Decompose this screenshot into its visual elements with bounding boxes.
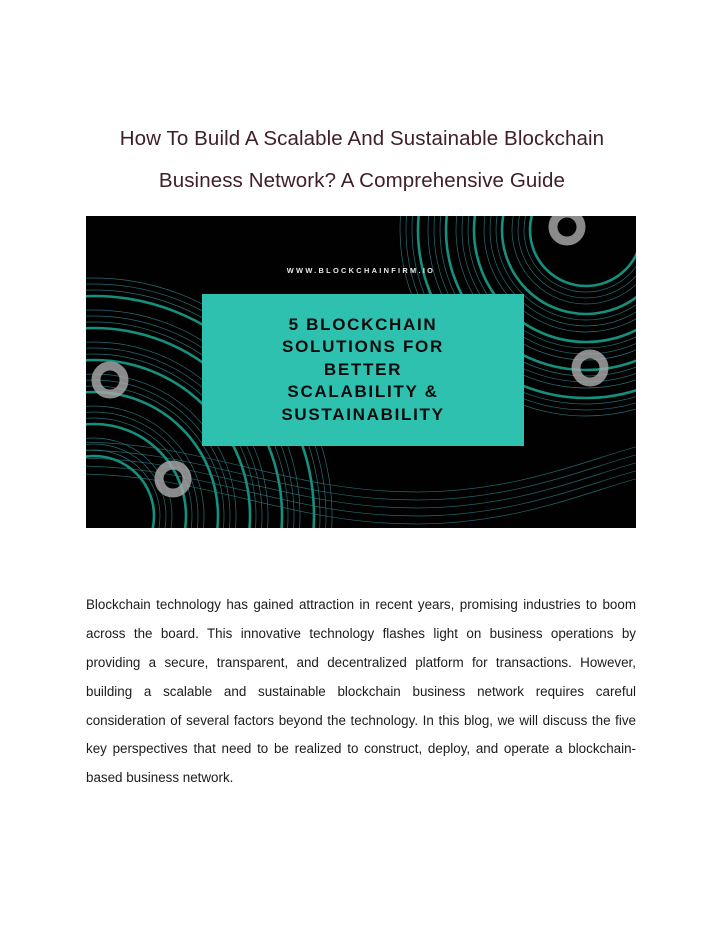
banner-headline-line-5: SUSTAINABILITY <box>281 404 445 424</box>
banner-headline-line-3: BETTER <box>323 359 403 379</box>
banner-headline-line-2: SOLUTIONS FOR <box>282 337 444 357</box>
banner-headline-box <box>202 294 524 446</box>
banner-image <box>86 216 636 528</box>
banner-headline-line-4: SCALABILITY & <box>287 382 439 402</box>
body-paragraph: Blockchain technology has gained attraction in recent years, promising industries to boom across the board. This innovative technology flashes light on business operations by providing a secure, transparent, and decentralized platform for transactions. However, building a scalable and sustainable blockchain business network requires careful consideration of several factors beyond the technology. In this blog, we will discuss the five key perspectives that need to be realized to construct, deploy, and operate a blockchain-based business network. <box>86 597 636 786</box>
banner-website-url: WWW.BLOCKCHAINFIRM.IO <box>286 266 436 275</box>
page-title: How To Build A Scalable And Sustainable Blockchain Business Network? A Comprehensive Guide <box>119 126 605 192</box>
banner-headline-line-1: 5 BLOCKCHAIN <box>288 314 438 334</box>
